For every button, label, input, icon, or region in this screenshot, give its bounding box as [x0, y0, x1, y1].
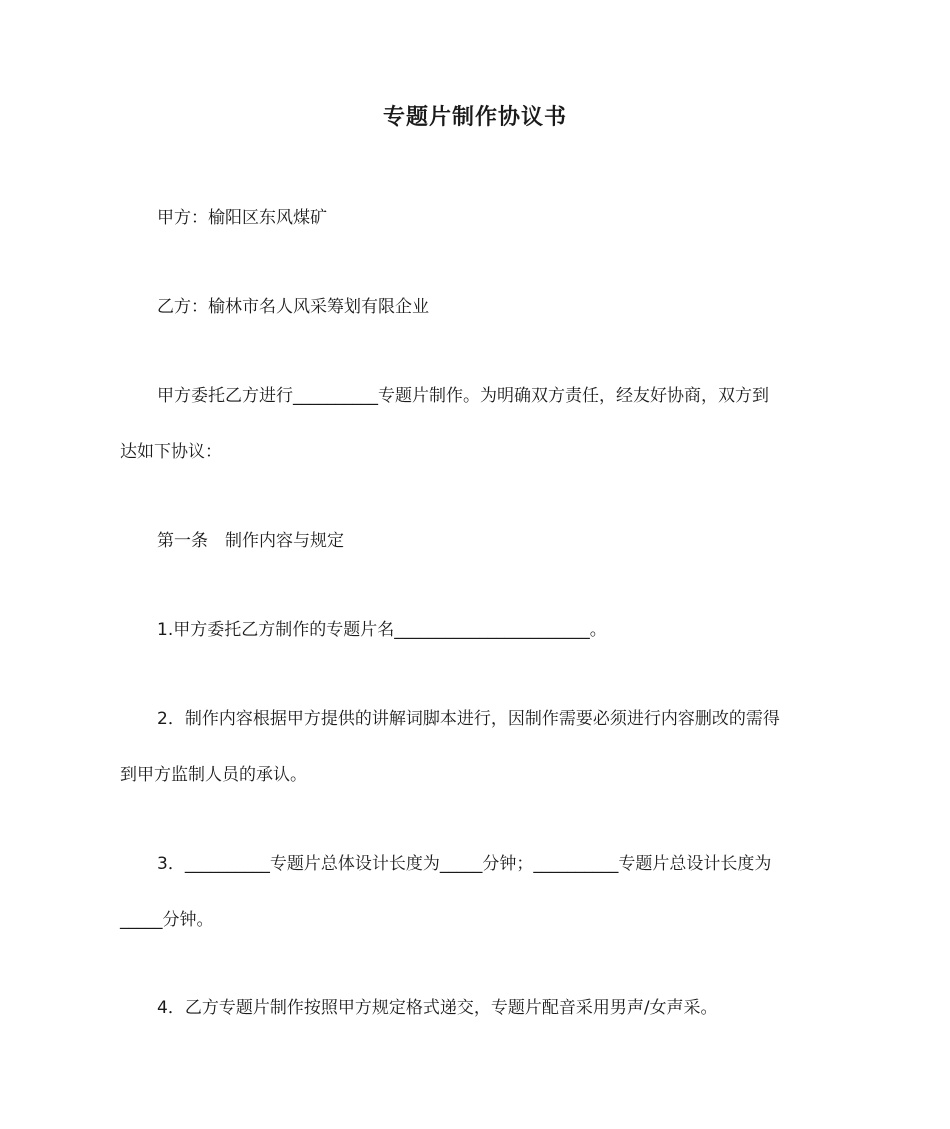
clause-2-line-2: 到甲方监制人员的承认。	[120, 765, 307, 785]
intro-paragraph-line-1: 甲方委托乙方进行__________专题片制作。为明确双方责任，经友好协商，双方到	[157, 386, 769, 406]
party-a-line: 甲方：榆阳区东风煤矿	[157, 208, 327, 228]
party-b-line: 乙方：榆林市名人风采筹划有限企业	[157, 297, 429, 317]
article-1-heading: 第一条 制作内容与规定	[157, 531, 344, 551]
clause-4: 4．乙方专题片制作按照甲方规定格式递交，专题片配音采用男声/女声采。	[157, 998, 718, 1018]
clause-2-line-1: 2．制作内容根据甲方提供的讲解词脚本进行，因制作需要必须进行内容删改的需得	[157, 709, 780, 729]
clause-1: 1.甲方委托乙方制作的专题片名_______________________。	[157, 620, 607, 640]
intro-paragraph-line-2: 达如下协议：	[120, 442, 222, 462]
clause-3-line-1: 3．__________专题片总体设计长度为_____分钟；__________专题片总设计长度为	[157, 854, 772, 874]
clause-3-line-2: _____分钟。	[120, 910, 214, 930]
document-title: 专题片制作协议书	[382, 105, 567, 130]
